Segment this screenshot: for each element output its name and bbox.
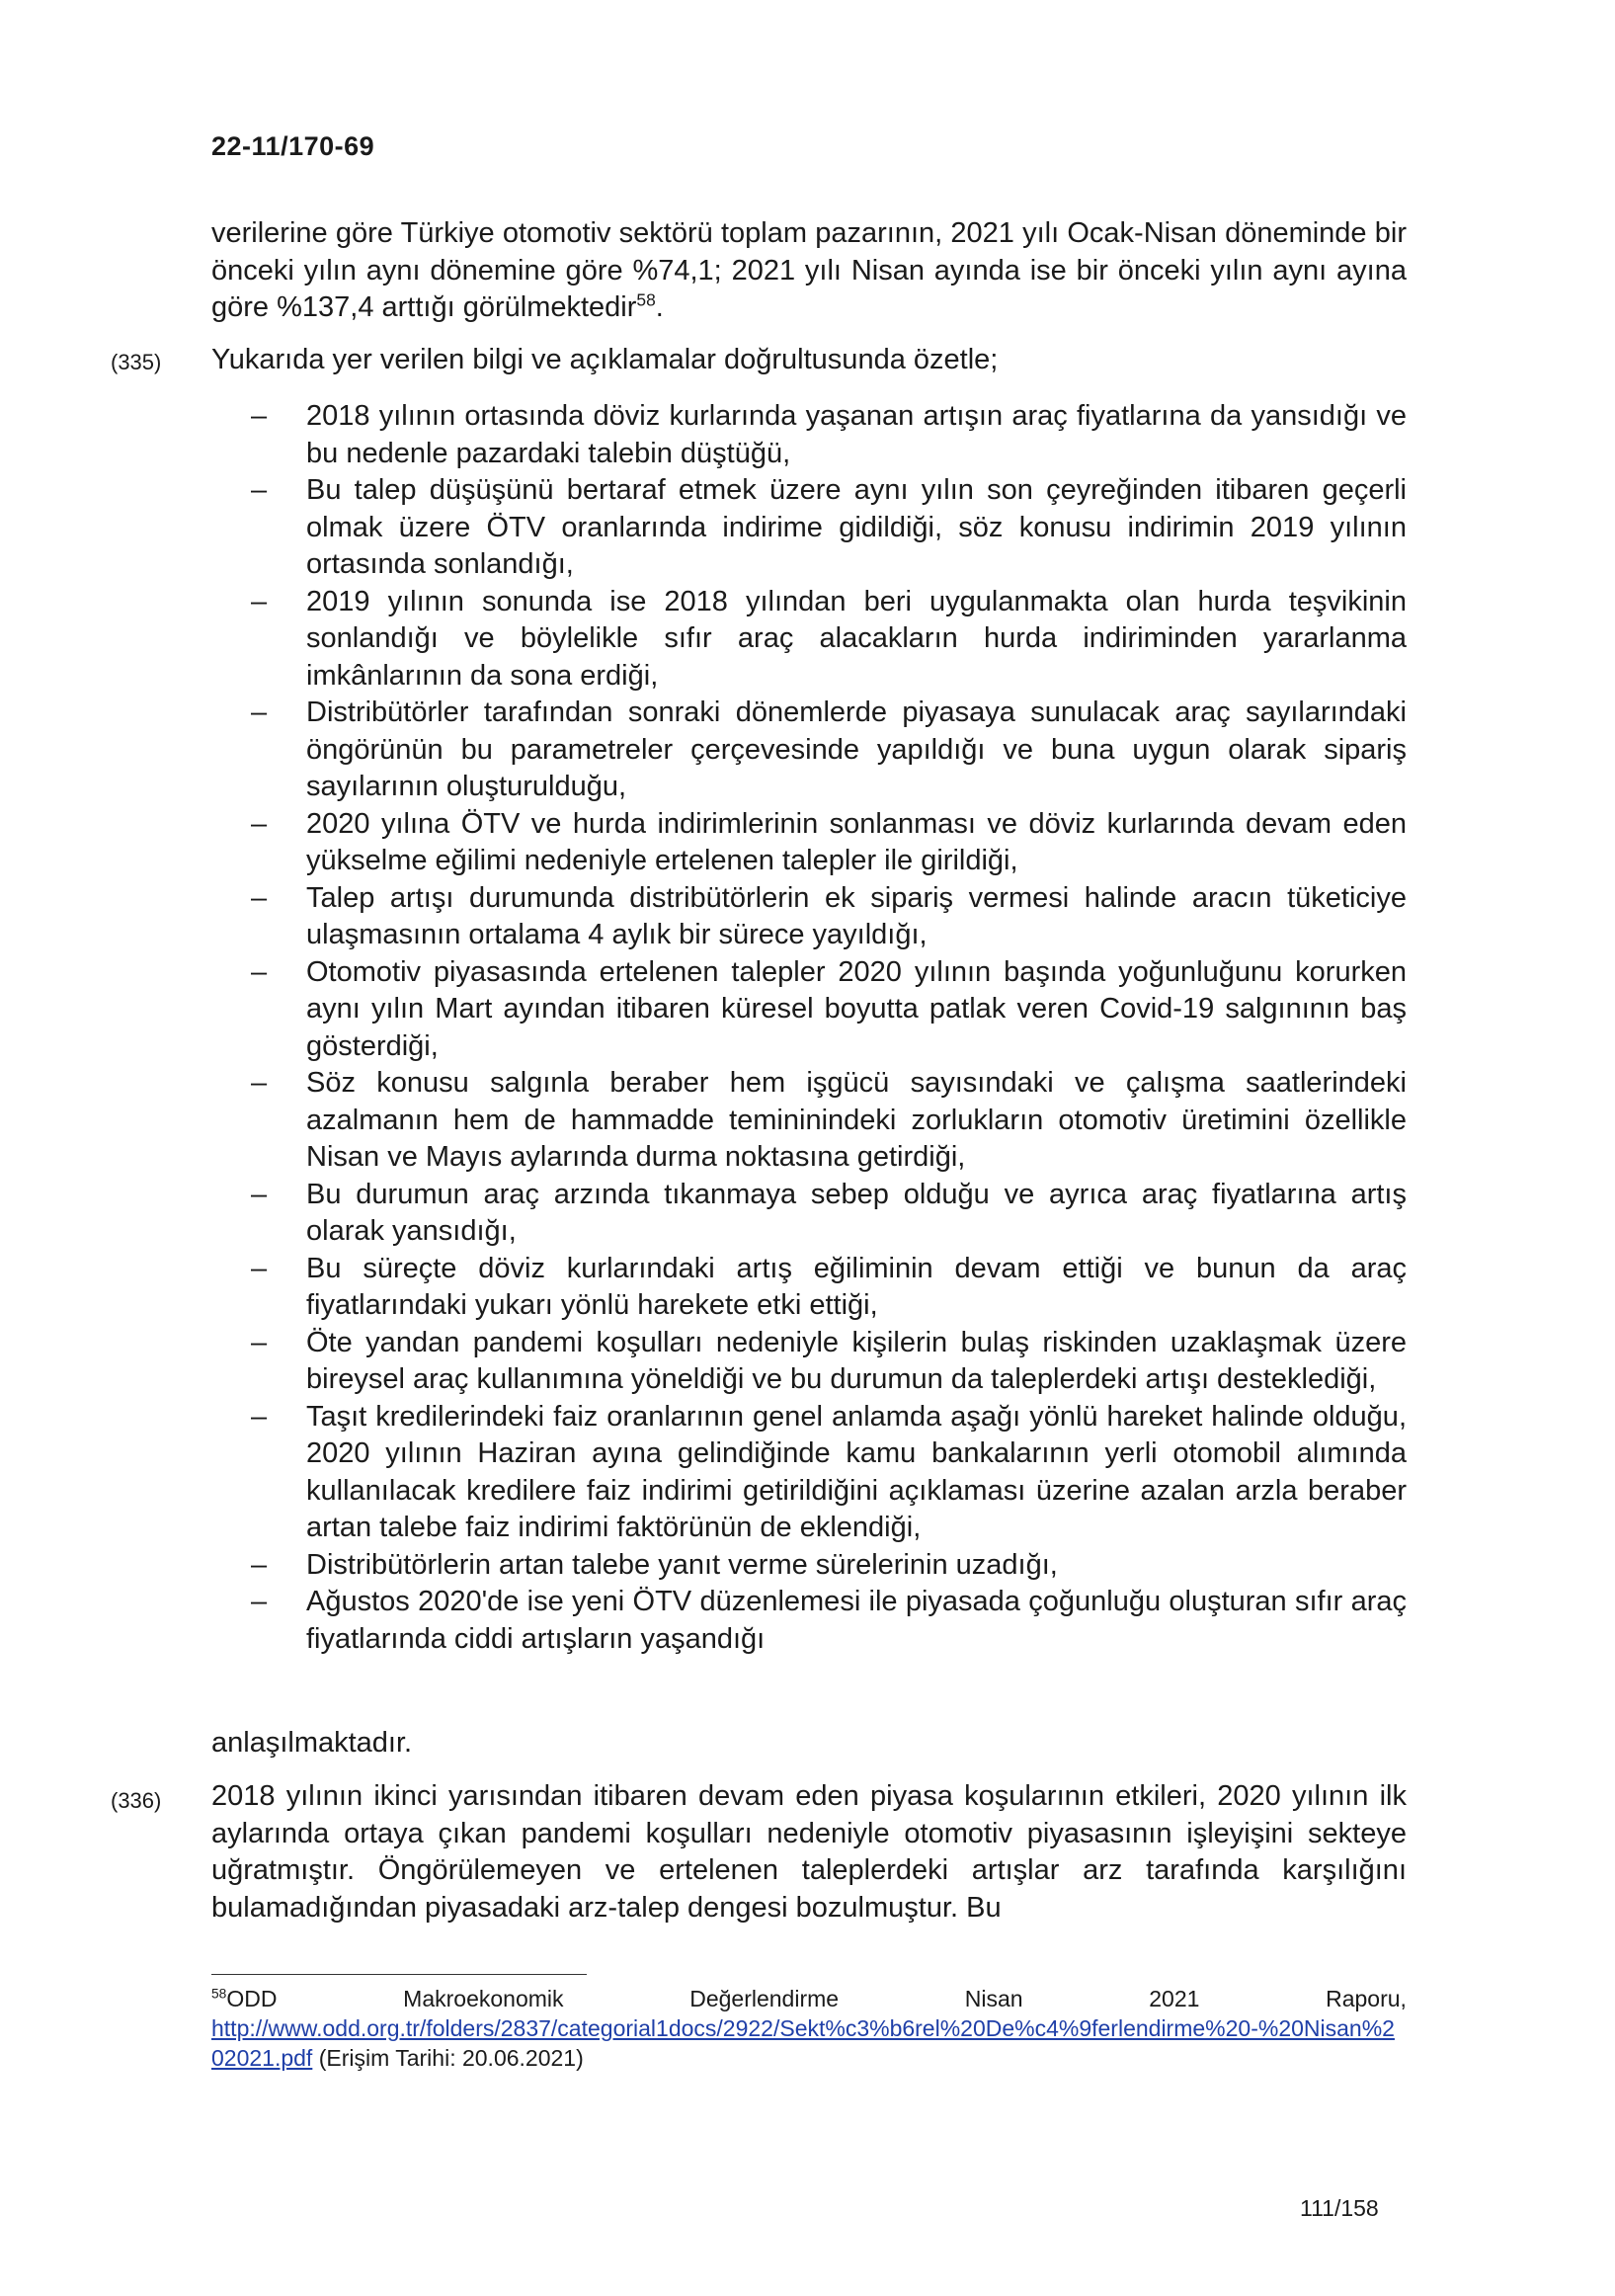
dash-bullet: – [251, 1067, 268, 1099]
footnote-word [965, 1984, 1023, 2013]
paragraph-336-text: 2018 yılının ikinci yarısından itibaren devam eden piyasa koşularının etkileri, 2020 yılının ilk aylarında ortaya çıkan pandemi koşulları nedeniyle otomotiv piyasasının işleyişini sekteye uğratmıştır. Öngörülemeyen ve ertelenen taleplerdeki artışlar arz tarafında karşılığını bulamadığından piyasadaki arz-talep dengesi bozulmuştur. Bu [211, 1780, 1407, 1924]
list-item [251, 398, 1407, 472]
dash-bullet: – [251, 1178, 268, 1210]
footnote-word-text: Raporu, [1326, 1986, 1407, 2011]
footnote-word-text: Makroekonomik [403, 1986, 564, 2011]
footnote-word-text: ODD [226, 1986, 278, 2011]
footnote-source-line [211, 1984, 1407, 2013]
list-item-text: Talep artışı durumunda distribütörlerin ek sipariş vermesi halinde aracın tüketiciye ulaşmasının ortalama 4 aylık bir sürece yayıldığı, [306, 881, 1407, 950]
footnote-word [689, 1984, 839, 2013]
footnote-link-line [211, 2013, 1407, 2073]
list-item [251, 1251, 1407, 1325]
dash-bullet: – [251, 881, 268, 914]
page-number: 111/158 [1300, 2195, 1379, 2221]
dash-bullet: – [251, 1548, 268, 1581]
paragraph-335-lead: Yukarıda yer verilen bilgi ve açıklamalar doğrultusunda özetle; [211, 344, 999, 375]
paragraph-335-closing: anlaşılmaktadır. [211, 1727, 413, 1759]
list-item [251, 806, 1407, 880]
list-item-text: Bu talep düşüşünü bertaraf etmek üzere aynı yılın son çeyreğinden itibaren geçerli olmak üzere ÖTV oranlarında indirime gidildiği, söz konusu indirimin 2019 yılının ortasında sonlandığı, [306, 474, 1407, 580]
footnote-word-text: Değerlendirme [689, 1986, 840, 2011]
list-item [251, 472, 1407, 584]
list-item-text: 2020 yılına ÖTV ve hurda indirimlerinin sonlanması ve döviz kurlarında devam eden yükselme eğilimi nedeniyle ertelenen talepler ile girildiği, [306, 807, 1407, 876]
list-item [251, 1547, 1407, 1585]
list-item-text: Otomotiv piyasasında ertelenen talepler 2020 yılının başında yoğunluğunu korurken aynı yılın Mart ayından itibaren küresel boyutta patlak veren Covid-19 salgınının baş gösterdiği, [306, 955, 1407, 1062]
footnote-divider [211, 1974, 587, 1975]
dash-bullet: – [251, 585, 268, 617]
footnote-word [211, 1984, 277, 2013]
footnote-ref-58[interactable]: 58 [636, 289, 656, 310]
footnote-number: 58 [211, 1986, 227, 2002]
list-item-text: Taşıt kredilerindeki faiz oranlarının genel anlamda aşağı yönlü hareket halinde olduğu, 2020 yılının Haziran ayına gelindiğinde kamu bankalarının yerli otomobil alımında kullanılacak kredilere faiz indirimi getirildiğini açıklaması üzerine azalan arzla beraber artan talebe faiz indirimi faktörünün de eklendiği, [306, 1400, 1407, 1543]
dash-bullet: – [251, 697, 268, 728]
list-item-text: Distribütörler tarafından sonraki dönemlerde piyasaya sunulacak araç sayılarındaki öngörünün bu parametreler çerçevesinde yapıldığı ve buna uygun olarak sipariş sayılarının oluşturulduğu, [306, 697, 1407, 802]
list-item [251, 695, 1407, 806]
intro-paragraph [211, 215, 1407, 327]
footnote-link[interactable]: http://www.odd.org.tr/folders/2837/categorial1docs/2922/Sekt%c3%b6rel%20De%c4%9ferlendirme%20-%20Nisan%202021.pdf [211, 2015, 1395, 2071]
footnote-word [1149, 1984, 1199, 2013]
dash-bullet: – [251, 1326, 268, 1358]
summary-list [251, 398, 1407, 1658]
paragraph-number-336: (336) [111, 1788, 162, 1813]
list-item [251, 1399, 1407, 1547]
list-item [251, 1325, 1407, 1399]
list-item-text: Bu süreçte döviz kurlarındaki artış eğiliminin devam ettiği ve bunun da araç fiyatlarındaki yukarı yönlü harekete etki ettiği, [306, 1252, 1407, 1321]
footnote-word [403, 1984, 563, 2013]
list-item-text: Söz konusu salgınla beraber hem işgücü sayısındaki ve çalışma saatlerindeki azalmanın hem de hammadde temininindeki zorlukların otomotiv üretimini özellikle Nisan ve Mayıs aylarında durma noktasına getirdiği, [306, 1067, 1407, 1173]
list-item-text: Öte yandan pandemi koşulları nedeniyle kişilerin bulaş riskinden uzaklaşmak üzere bireysel araç kullanımına yöneldiği ve bu durumun da taleplerdeki artışı desteklediği, [306, 1326, 1407, 1395]
list-item [251, 584, 1407, 696]
list-item [251, 1177, 1407, 1251]
footnote-58 [211, 1984, 1407, 2073]
footnote-word [1326, 1984, 1407, 2013]
footnote-word-text: Nisan [964, 1986, 1023, 2011]
list-item-text: Distribütörlerin artan talebe yanıt verme sürelerinin uzadığı, [306, 1548, 1058, 1581]
footnote-word-text: 2021 [1149, 1986, 1200, 2011]
footnote-access-date: (Erişim Tarihi: 20.06.2021) [312, 2045, 584, 2071]
dash-bullet: – [251, 955, 268, 988]
dash-bullet: – [251, 1586, 268, 1617]
intro-end: . [655, 291, 664, 323]
list-item-text: Ağustos 2020'de ise yeni ÖTV düzenlemesi ile piyasada çoğunluğu oluşturan sıfır araç fiyatlarında ciddi artışların yaşandığı [306, 1586, 1407, 1655]
list-item-text: Bu durumun araç arzında tıkanmaya sebep olduğu ve ayrıca araç fiyatlarına artış olarak yansıdığı, [306, 1178, 1407, 1247]
paragraph-number-335: (335) [111, 350, 162, 374]
list-item-text: 2018 yılının ortasında döviz kurlarında yaşanan artışın araç fiyatlarına da yansıdığı ve bu nedenle pazardaki talebin düştüğü, [306, 400, 1407, 469]
dash-bullet: – [251, 400, 268, 432]
document-code: 22-11/170-69 [211, 131, 375, 161]
list-item-text: 2019 yılının sonunda ise 2018 yılından beri uygulanmakta olan hurda teşvikinin sonlandığı ve böylelikle sıfır araç alacakların hurda indiriminden yararlanma imkânlarının da sona erdiği, [306, 585, 1407, 692]
intro-text: verilerine göre Türkiye otomotiv sektörü toplam pazarının, 2021 yılı Ocak-Nisan döneminde bir önceki yılın aynı dönemine göre %74,1; 2021 yılı Nisan ayında ise bir önceki yılın aynı ayına göre %137,4 arttığı görülmektedir [211, 217, 1407, 323]
dash-bullet: – [251, 1400, 268, 1433]
dash-bullet: – [251, 807, 268, 840]
list-item [251, 1584, 1407, 1658]
list-item [251, 1065, 1407, 1177]
list-item [251, 880, 1407, 954]
list-item [251, 954, 1407, 1066]
dash-bullet: – [251, 474, 268, 506]
dash-bullet: – [251, 1252, 268, 1284]
